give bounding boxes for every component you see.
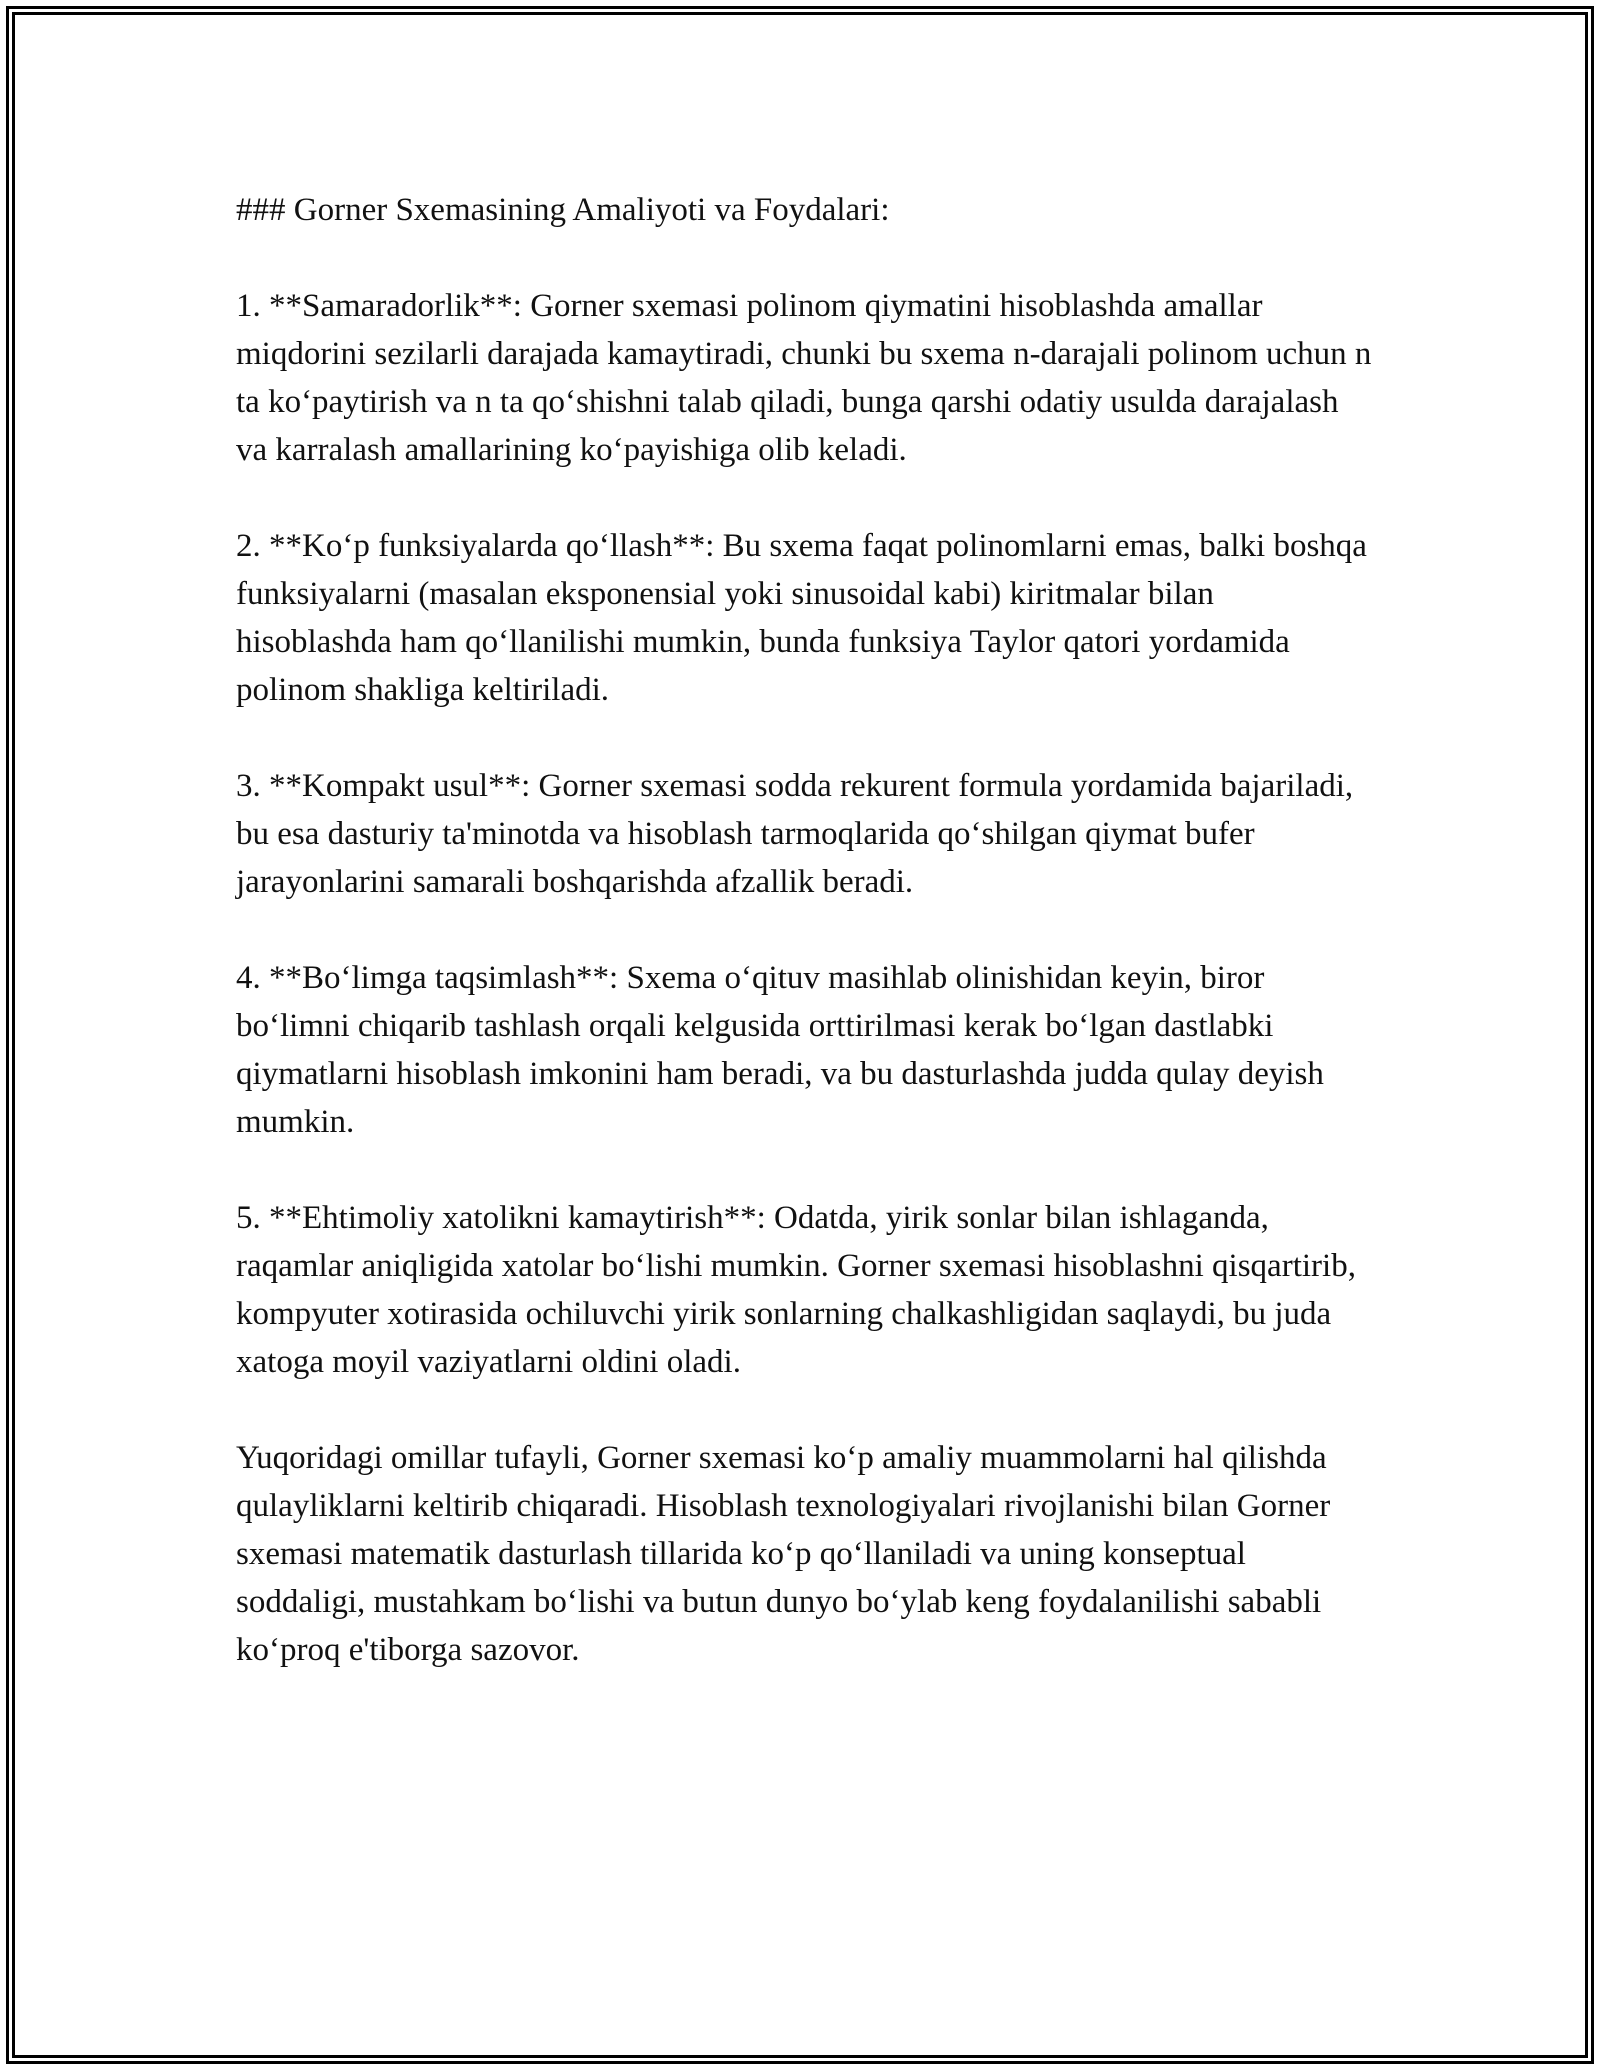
conclusion-paragraph: Yuqoridagi omillar tufayli, Gorner sxemasi koʻp amaliy muammolarni hal qilishda qulayliklarni keltirib chiqaradi. Hisoblash texnologiyalari rivojlanishi bilan Gorner sxemasi matematik dasturlash tillarida koʻp qoʻllaniladi va uning konseptual soddaligi, mustahkam boʻlishi va butun dunyo boʻylab keng foydalanilishi sababli koʻproq e'tiborga sazovor.: [236, 1440, 1331, 1668]
point-error-reduction: 5. **Ehtimoliy xatolikni kamaytirish**: Odatda, yirik sonlar bilan ishlaganda, raqamlar aniqligida xatolar boʻlishi mumkin. Gorner sxemasi hisoblashni qisqartirib, kompyuter xotirasida ochiluvchi yirik sonlarning chalkashligidan saqlaydi, bu juda xatoga moyil vaziyatlarni oldini oladi.: [236, 1200, 1356, 1380]
document-heading: ### Gorner Sxemasining Amaliyoti va Foydalari:: [236, 192, 890, 228]
point-functions: 2. **Koʻp funksiyalarda qoʻllash**: Bu sxema faqat polinomlarni emas, balki boshqa funksiyalarni (masalan eksponensial yoki sinusoidal kabi) kiritmalar bilan hisoblashda ham qoʻllanilishi mumkin, bunda funksiya Taylor qatori yordamida polinom shakliga keltiriladi.: [236, 528, 1367, 708]
point-division: 4. **Boʻlimga taqsimlash**: Sxema oʻqituv masihlab olinishidan keyin, biror boʻlimni chiqarib tashlash orqali kelgusida orttirilmasi kerak boʻlgan dastlabki qiymatlarni hisoblash imkonini ham beradi, va bu dasturlashda judda qulay deyish mumkin.: [236, 960, 1324, 1140]
point-efficiency: 1. **Samaradorlik**: Gorner sxemasi polinom qiymatini hisoblashda amallar miqdorini sezilarli darajada kamaytiradi, chunki bu sxema n-darajali polinom uchun n ta koʻpaytirish va n ta qoʻshishni talab qiladi, bunga qarshi odatiy usulda darajalash va karralash amallarining koʻpayishiga olib keladi.: [236, 288, 1372, 468]
document-body: [236, 186, 1376, 1722]
point-compact: 3. **Kompakt usul**: Gorner sxemasi sodda rekurent formula yordamida bajariladi, bu esa dasturiy ta'minotda va hisoblash tarmoqlarida qoʻshilgan qiymat bufer jarayonlarini samarali boshqarishda afzallik beradi.: [236, 768, 1354, 900]
